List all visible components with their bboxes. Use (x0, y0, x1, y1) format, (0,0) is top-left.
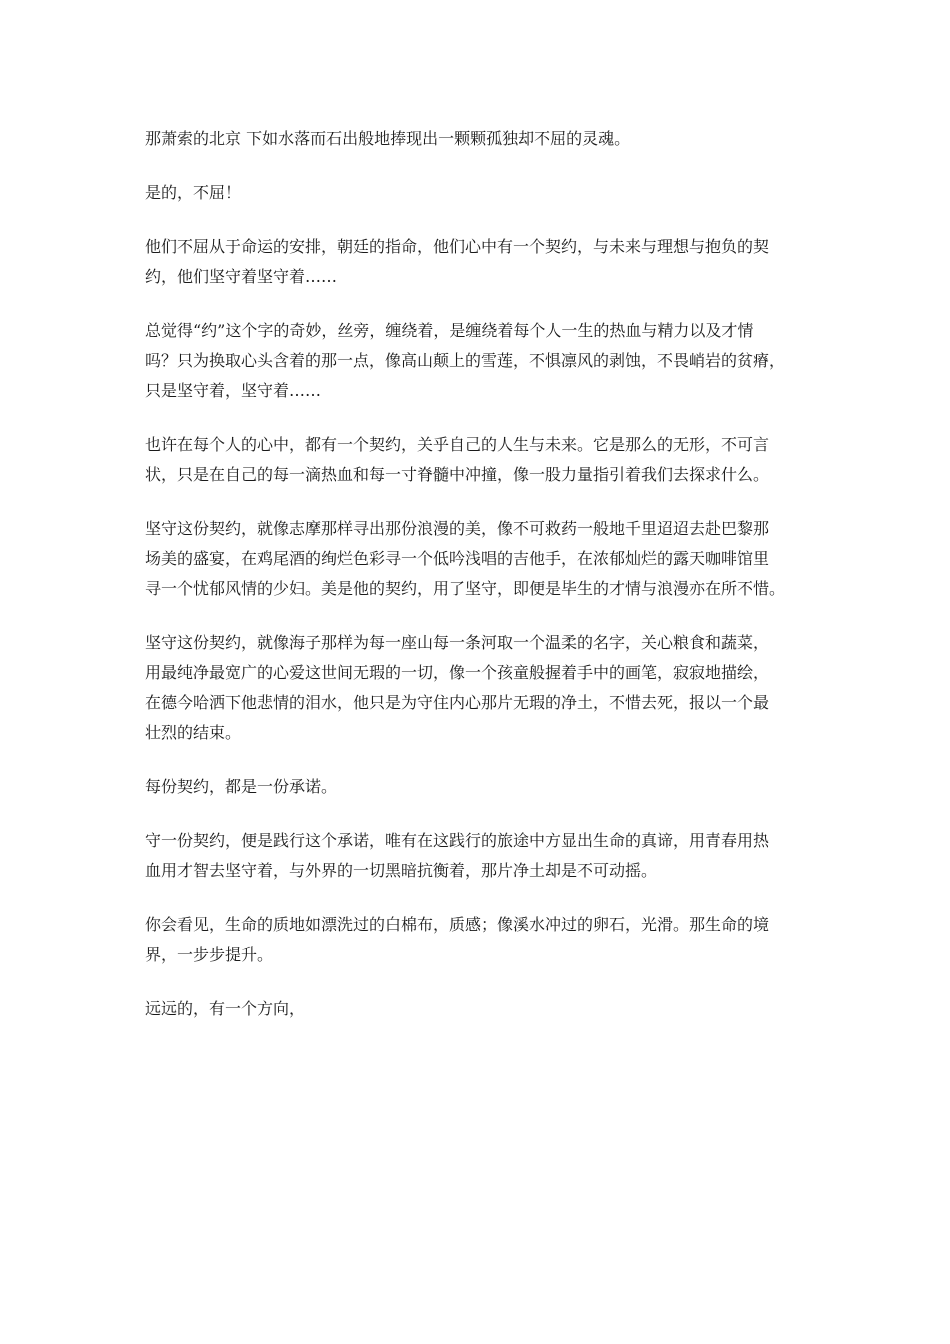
text-line: 状，只是在自己的每一滴热血和每一寸脊髓中冲撞，像一股力量指引着我们去探求什么。 (145, 465, 770, 484)
text-line: 寻一个忧郁风情的少妇。美是他的契约，用了坚守，即便是毕生的才情与浪漫亦在所不惜。 (145, 579, 786, 598)
paragraph (145, 514, 825, 604)
text-line: 约，他们坚守着坚守着…… (145, 267, 338, 286)
paragraph (145, 910, 825, 970)
text-line: 用最纯净最宽广的心爱这世间无瑕的一切，像一个孩童般握着手中的画笔，寂寂地描绘， (145, 663, 770, 682)
text-line: 只是坚守着，坚守着…… (145, 381, 322, 400)
text-line: 每份契约，都是一份承诺。 (145, 777, 338, 796)
paragraph (145, 994, 825, 1024)
text-line: 总觉得“约”这个字的奇妙，丝旁，缠绕着，是缠绕着每个人一生的热血与精力以及才情 (145, 321, 754, 340)
text-line: 壮烈的结束。 (145, 723, 242, 742)
text-line: 吗？只为换取心头含着的那一点，像高山颠上的雪莲，不惧凛风的剥蚀，不畏峭岩的贫瘠， (145, 351, 786, 370)
text-line: 在德今哈洒下他悲情的泪水，他只是为守住内心那片无瑕的净土，不惜去死，报以一个最 (145, 693, 770, 712)
text-line: 是的，不屈！ (145, 183, 242, 202)
paragraph (145, 124, 825, 154)
text-line: 守一份契约，便是践行这个承诺，唯有在这践行的旅途中方显出生命的真谛，用青春用热 (145, 831, 770, 850)
paragraph (145, 772, 825, 802)
essay-body (145, 124, 825, 1048)
paragraph (145, 628, 825, 748)
text-line: 远远的，有一个方向， (145, 999, 306, 1018)
text-line: 场美的盛宴，在鸡尾酒的绚烂色彩寻一个低吟浅唱的吉他手，在浓郁灿烂的露天咖啡馆里 (145, 549, 770, 568)
paragraph (145, 178, 825, 208)
paragraph (145, 430, 825, 490)
text-line: 那萧索的北京 下如水落而石出般地捧现出一颗颗孤独却不屈的灵魂。 (145, 129, 631, 148)
paragraph (145, 826, 825, 886)
text-line: 坚守这份契约，就像海子那样为每一座山每一条河取一个温柔的名字，关心粮食和蔬菜， (145, 633, 770, 652)
text-line: 也许在每个人的心中，都有一个契约，关乎自己的人生与未来。它是那么的无形，不可言 (145, 435, 770, 454)
text-line: 血用才智去坚守着，与外界的一切黑暗抗衡着，那片净土却是不可动摇。 (145, 861, 658, 880)
paragraph (145, 232, 825, 292)
text-line: 你会看见，生命的质地如漂洗过的白棉布，质感；像溪水冲过的卵石，光滑。那生命的境 (145, 915, 770, 934)
text-line: 他们不屈从于命运的安排，朝廷的指命，他们心中有一个契约，与未来与理想与抱负的契 (145, 237, 770, 256)
text-line: 坚守这份契约，就像志摩那样寻出那份浪漫的美，像不可救药一般地千里迢迢去赴巴黎那 (145, 519, 770, 538)
paragraph (145, 316, 825, 406)
text-line: 界，一步步提升。 (145, 945, 274, 964)
